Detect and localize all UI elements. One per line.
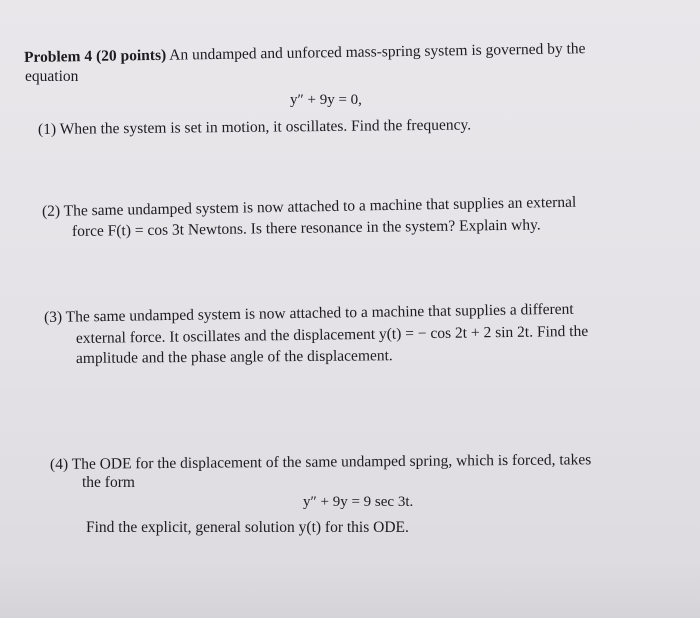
part-4-text-1: The ODE for the displacement of the same undamped spring, which is forced, takes <box>71 451 592 473</box>
part-3-line-1 <box>44 301 574 327</box>
part-2-line-2: force F(t) = cos 3t Newtons. Is there resonance in the system? Explain why. <box>71 216 541 240</box>
part-4-line-1 <box>50 451 591 474</box>
problem-heading: Problem 4 (20 points) <box>23 46 167 66</box>
part-3-line-2: external force. It oscillates and the displacement y(t) = − cos 2t + 2 sin 2t. Find the <box>75 322 589 347</box>
part-3-number: (3) <box>43 308 63 326</box>
page-shadow <box>0 560 700 618</box>
part-2-text-1: The same undamped system is now attached to a machine that supplies an external <box>63 193 577 220</box>
part-4-equation: y″ + 9y = 9 sec 3t. <box>303 494 414 510</box>
part-1-number: (1) <box>37 120 57 138</box>
part-1-line-1: When the system is set in motion, it oscillates. Find the frequency. <box>59 116 472 138</box>
part-3-line-3: amplitude and the phase angle of the displacement. <box>75 347 393 367</box>
part-4-after: Find the explicit, general solution y(t) for this ODE. <box>86 519 409 536</box>
problem-intro-line-2: equation <box>25 68 79 85</box>
part-4-line-2: the form <box>82 474 135 491</box>
part-1 <box>38 116 471 139</box>
problem-intro-text: An undamped and unforced mass-spring system is governed by the <box>166 40 586 64</box>
problem-intro-line-1 <box>24 40 586 67</box>
part-2-number: (2) <box>41 202 61 220</box>
part-4-number: (4) <box>49 455 69 473</box>
part-3-text-1: The same undamped system is now attached to a machine that supplies a different <box>65 300 574 326</box>
main-equation: y″ + 9y = 0, <box>290 92 362 108</box>
